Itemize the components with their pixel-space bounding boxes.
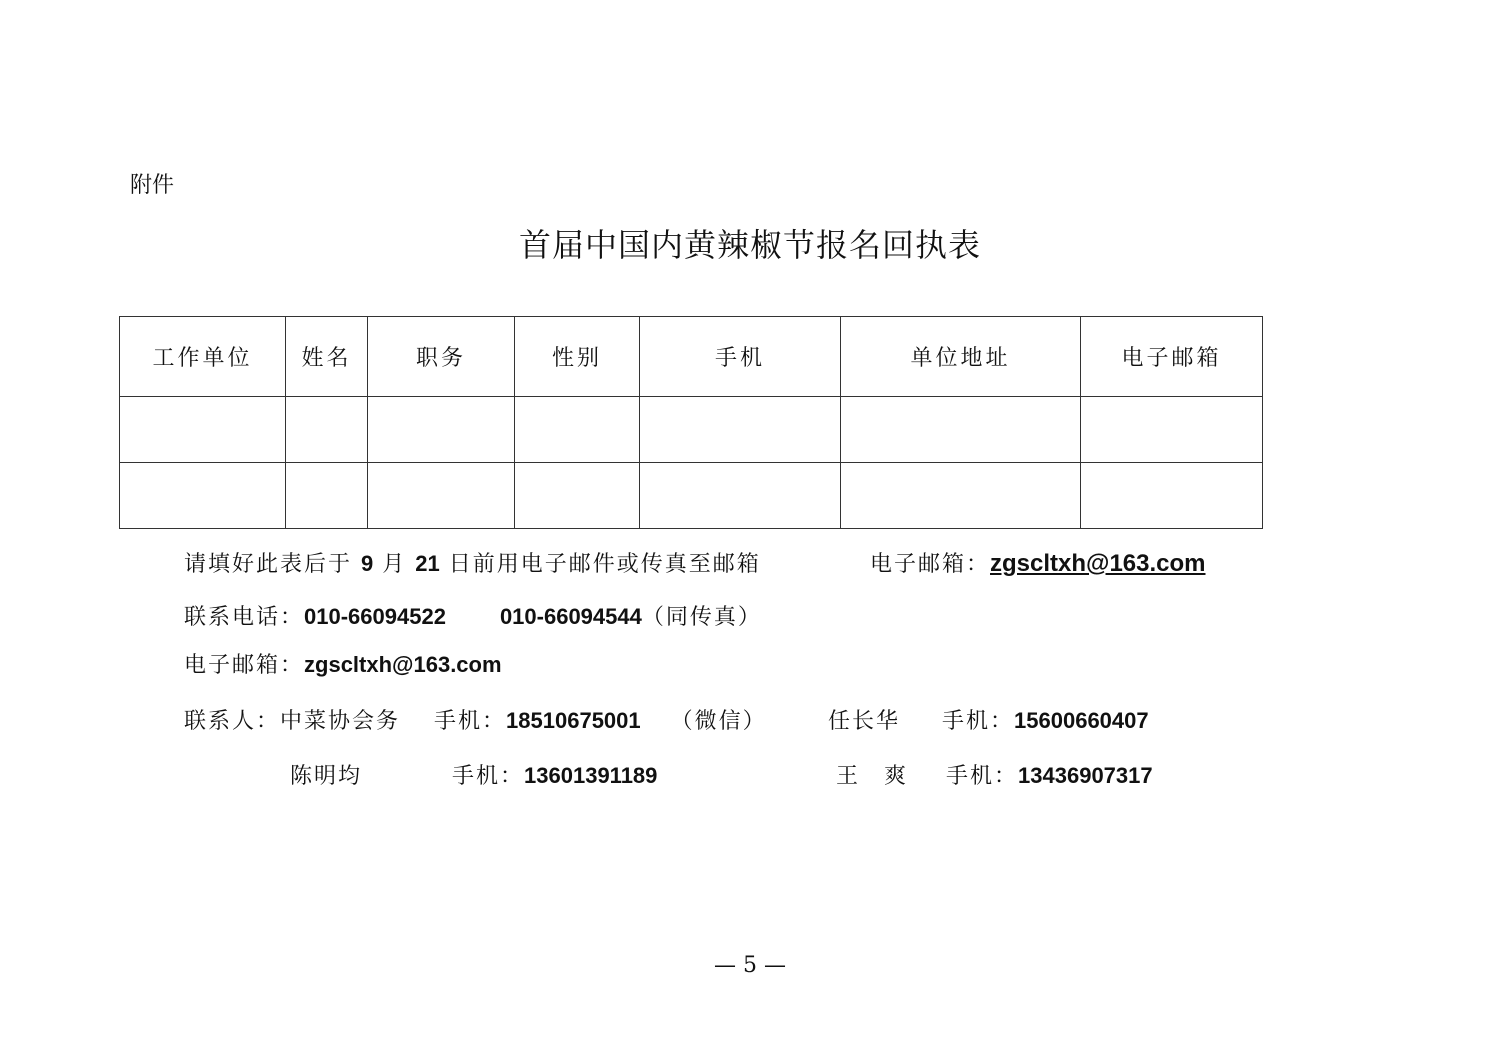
table-cell[interactable] [120,463,286,529]
email-link[interactable]: zgscltxh@163.com [990,550,1206,577]
registration-table [119,316,1263,529]
contact-entry [828,704,1149,735]
deadline-month: 9 [361,551,374,576]
header-email: 电子邮箱 [1081,317,1263,397]
contact-email-line [184,648,502,679]
contact-phone: 15600660407 [1014,708,1149,733]
contacts-label: 联系人： [184,709,281,734]
header-position: 职务 [368,317,515,397]
table-cell[interactable] [841,397,1081,463]
form-title: 首届中国内黄辣椒节报名回执表 [518,226,981,264]
contact-name: 王 爽 [836,764,909,789]
table-row [120,397,1263,463]
table-cell[interactable] [120,397,286,463]
contact-phone: 13601391189 [524,763,658,788]
instruction-email [870,547,1206,578]
table-cell[interactable] [1081,397,1263,463]
instruction-text: 请填好此表后于 [184,552,353,577]
fax-number: 010-66094544 [499,604,642,629]
header-name: 姓名 [286,317,368,397]
month-unit: 月 [382,552,407,577]
table-cell[interactable] [515,397,640,463]
contact-phone: 13436907317 [1018,763,1153,788]
page-number: — 5 — [714,953,786,978]
contacts-line-1 [184,704,767,735]
header-address: 单位地址 [841,317,1081,397]
header-mobile: 手机 [640,317,841,397]
table-row [120,463,1263,529]
table-cell[interactable] [841,463,1081,529]
wechat-note: （微信） [670,709,767,734]
email-label: 电子邮箱： [870,552,991,577]
table-cell[interactable] [368,397,515,463]
phone-label: 联系电话： [184,605,305,630]
attachment-label: 附件 [130,173,175,198]
table-cell[interactable] [640,463,841,529]
mobile-label: 手机： [434,709,507,734]
contact-name: 任长华 [828,709,901,734]
table-cell[interactable] [1081,463,1263,529]
table-cell[interactable] [286,463,368,529]
deadline-day: 21 [415,551,440,576]
mobile-label: 手机： [946,764,1019,789]
table-cell[interactable] [286,397,368,463]
fax-note: （同传真） [641,605,762,630]
table-cell[interactable] [515,463,640,529]
contact-phone-line [184,600,762,631]
instruction-line [184,547,761,578]
contact-entry [836,759,1153,790]
header-gender: 性别 [515,317,640,397]
phone-number: 010-66094522 [304,604,446,629]
table-cell[interactable] [368,463,515,529]
contact-name: 中菜协会务 [280,709,401,734]
header-work-unit: 工作单位 [120,317,286,397]
table-header-row [120,317,1263,397]
email-label: 电子邮箱： [184,653,305,678]
contact-name: 陈明均 [290,764,363,789]
mobile-label: 手机： [452,764,525,789]
contact-entry [290,759,657,790]
contact-phone: 18510675001 [506,708,641,733]
table-cell[interactable] [640,397,841,463]
email-address: zgscltxh@163.com [304,652,502,677]
instruction-text-suffix: 日前用电子邮件或传真至邮箱 [448,552,761,577]
mobile-label: 手机： [942,709,1015,734]
